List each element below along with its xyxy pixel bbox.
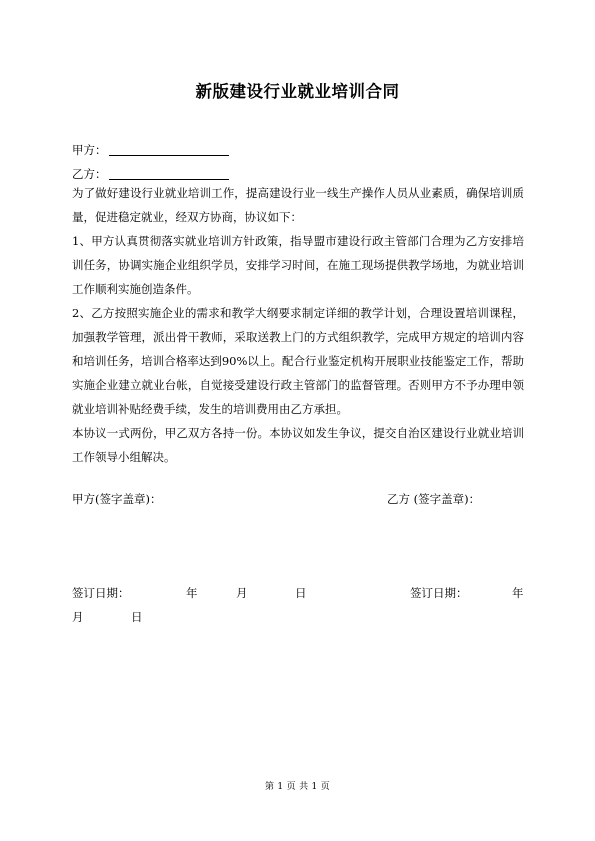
party-b-date-label: 签订日期： [410, 586, 468, 600]
party-b-signature: 乙方 (签字盖章)： [387, 492, 481, 506]
party-a-date-month: 月 [236, 586, 248, 600]
party-a-label: 甲方： [72, 143, 107, 157]
party-a-date-day: 日 [295, 586, 307, 600]
party-a-line [72, 141, 229, 159]
party-b-date-year: 年 [512, 586, 524, 600]
paragraph-closing: 本协议一式两份，甲乙双方各持一份。本协议如发生争议，提交自治区建设行业就业培训工作领导小组解决。 [72, 426, 524, 464]
page-footer: 第 1 页 共 1 页 [264, 782, 331, 792]
contract-body [72, 181, 524, 469]
party-a-date-year: 年 [186, 586, 198, 600]
party-a-date-label: 签订日期： [72, 586, 130, 600]
party-b-label: 乙方： [72, 167, 107, 181]
party-a-signature: 甲方(签字盖章)： [72, 492, 162, 506]
party-b-date-day: 日 [131, 610, 143, 624]
paragraph-clause-2: 2、乙方按照实施企业的需求和教学大纲要求制定详细的教学计划，合理设置培训课程，加强教学管理，派出骨干教师，采取送教上门的方式组织教学，完成甲方规定的培训内容和培训任务，培训合格率达到90%以上。配合行业鉴定机构开展职业技能鉴定工作，帮助实施企业建立就业台帐，自觉接受建设行政主管部门的监督管理。否则甲方不予办理申领就业培训补贴经费手续，发生的培训费用由乙方承担。 [72, 306, 524, 416]
paragraph-clause-1: 1、甲方认真贯彻落实就业培训方针政策，指导盟市建设行政主管部门合理为乙方安排培训任务，协调实施企业组织学员，安排学习时间，在施工现场提供教学场地，为就业培训工作顺利实施创造条件。 [72, 234, 524, 296]
party-b-date-month: 月 [72, 610, 84, 624]
party-a-blank[interactable] [109, 143, 229, 156]
document-title: 新版建设行业就业培训合同 [195, 82, 400, 101]
paragraph-intro: 为了做好建设行业就业培训工作，提高建设行业一线生产操作人员从业素质，确保培训质量，促进稳定就业，经双方协商，协议如下： [72, 186, 524, 224]
party-b-blank[interactable] [109, 167, 229, 180]
